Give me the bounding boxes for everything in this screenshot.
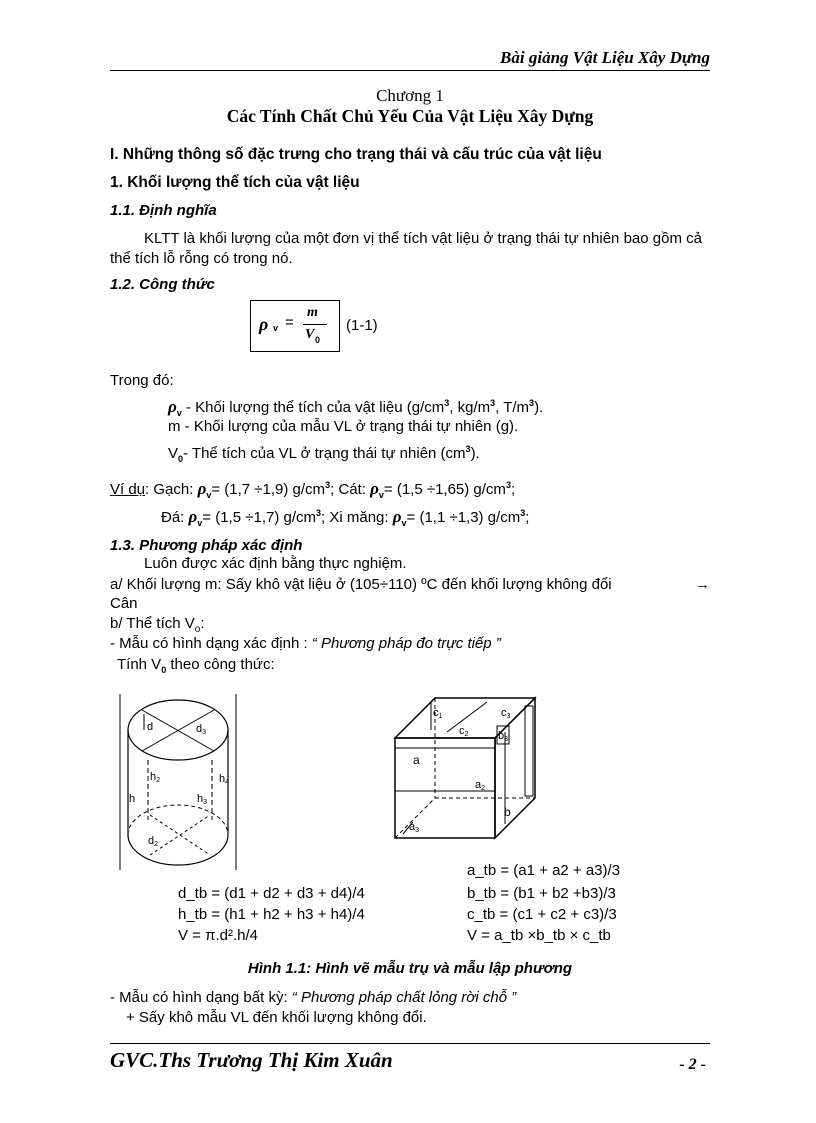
method-b-text: b/ Thể tích V: [110, 615, 195, 632]
chapter-title: Các Tính Chất Chủ Yếu Của Vật Liệu Xây Dựng: [226, 106, 594, 126]
rho-symbol: ρ: [259, 314, 269, 334]
rho-subscript: v: [273, 323, 279, 333]
label-h: h: [129, 793, 136, 805]
label-c2-main: c: [459, 725, 465, 737]
label-c1-main: c: [433, 707, 439, 719]
rho-subscript: v: [176, 408, 182, 418]
label-d2: [148, 835, 158, 848]
label-d: d: [147, 721, 154, 733]
method-m2-italic: “ Phương pháp chất lỏng rời chỗ ”: [291, 989, 517, 1006]
label-c3: [501, 707, 511, 720]
formula-v-cylinder: V = π.d².h/4: [178, 927, 258, 944]
method-b-end: :: [200, 615, 205, 632]
method-m1-text: - Mẫu có hình dạng xác định :: [110, 635, 312, 652]
label-c1-sub: 1: [438, 713, 443, 720]
example-line-2: Đá: $\rho_v= (1,5 \div 1,7)$ $g/cm^3$; Xi măng: $\rho_v= (1,1 \div 1,3)$ $g/cm^3$;: [161, 507, 530, 528]
rho-def-end: ).: [534, 399, 544, 416]
v0-def-text: - Thể tích của VL ở trạng thái tự nhiên (cm: [183, 445, 466, 462]
method-intro: Luôn được xác định bằng thực nghiệm.: [144, 555, 407, 572]
dry-instruction: + Sấy khô mẫu VL đến khối lượng không đổi.: [126, 1009, 427, 1026]
method-m2-text: - Mẫu có hình dạng bất kỳ:: [110, 989, 292, 1006]
example-cement: Xi măng:: [329, 509, 389, 526]
label-h4-main: h: [219, 773, 226, 785]
label-a2: [475, 779, 485, 792]
formula-a-tb: a_tb = (a1 + a2 + a3)/3: [467, 862, 621, 879]
figure-caption: Hình 1.1: Hình vẽ mẫu trụ và mẫu lập phương: [247, 960, 573, 977]
cylinder-bottom-hidden: [128, 805, 228, 835]
rho-def-unit-3: , T/m: [495, 399, 530, 416]
example-stone-value: = (1,5 ÷1,7) g/cm: [202, 509, 316, 526]
definition-m: m - Khối lượng của mẫu VL ở trạng thái tự nhiên (g).: [168, 418, 519, 435]
v0-symbol: V: [168, 445, 179, 462]
label-d3-main: d: [196, 723, 203, 735]
v0-calc-text: Tính V: [117, 656, 162, 673]
example-line-1: Ví dụ: Gạch: $\rho_v= (1,7 \div 1,9)$ $g/cm^3$; Cát: $\rho_v= (1,5 \div 1,65)$ $g/cm^3$;: [110, 479, 516, 500]
method-m1-italic: “ Phương pháp đo trực tiếp ”: [311, 635, 501, 652]
formula-number: (1-1): [346, 317, 378, 334]
method-a-continued: Cân: [110, 595, 138, 612]
cube-diagram: [385, 688, 545, 858]
section-1-heading: 1. Khối lượng thể tích của vật liệu: [110, 174, 360, 191]
equals-sign: =: [285, 314, 294, 331]
fraction-numerator: m: [307, 305, 318, 320]
label-a2-sub: 2: [481, 785, 486, 792]
cube-measure-line-c2: [447, 702, 487, 732]
label-c1: [433, 707, 443, 720]
formula-v-cube: V = a_tb ×b_tb × c_tb: [467, 927, 611, 944]
formula-d-tb: d_tb = (d1 + d2 + d3 + d4)/4: [178, 885, 365, 902]
label-d3-sub: 3: [202, 729, 207, 736]
cube-side-strip: [525, 706, 533, 796]
cube-right-face: [495, 698, 535, 838]
header-rule: [110, 70, 710, 71]
rho-def-text: - Khối lượng thể tích của vật liệu (g/cm: [181, 399, 445, 416]
label-d3: [196, 723, 206, 736]
label-d2-sub: 2: [154, 841, 159, 848]
method-m1-line: [110, 634, 501, 654]
example-sand-value: = (1,5 ÷1,65) g/cm: [383, 481, 506, 498]
example-stone: Đá:: [161, 509, 185, 526]
right-arrow-icon: →: [695, 576, 710, 593]
formula-c-tb: c_tb = (c1 + c2 + c3)/3: [467, 906, 617, 923]
label-a: a: [413, 753, 420, 767]
example-label: Ví dụ: [110, 481, 146, 498]
v0-calc-subscript: 0: [161, 665, 167, 675]
cube-superscript: 3: [465, 444, 471, 454]
label-h3: [197, 793, 207, 806]
method-a-text: a/ Khối lượng m: Sấy khô vật liệu ở (105÷110) ºC đến khối lượng không đổi: [110, 576, 612, 593]
v0-subscript: 0: [178, 454, 184, 464]
formula-box: [250, 300, 340, 352]
method-m2-line: [110, 988, 516, 1008]
subsection-1-3-heading: 1.3. Phương pháp xác định: [110, 537, 303, 554]
formula-b-tb: b_tb = (b1 + b2 +b3)/3: [467, 885, 616, 902]
fraction-bar: [303, 324, 327, 325]
label-h2-main: h: [150, 771, 157, 783]
example-brick-value: = (1,7 ÷1,9) g/cm: [211, 481, 326, 498]
label-b3: [498, 730, 508, 743]
label-a3-sub: 3: [415, 827, 420, 834]
label-b3-sub: 3: [504, 736, 509, 743]
label-h2: [150, 771, 160, 784]
formula-h-tb: h_tb = (h1 + h2 + h3 + h4)/4: [178, 906, 365, 923]
chapter-label: Chương 1: [376, 86, 444, 105]
v0-def-end: ).: [470, 445, 480, 462]
label-h3-sub: 3: [203, 799, 208, 806]
denominator-subscript: 0: [315, 335, 321, 345]
label-h4-sub: 4: [225, 779, 230, 786]
label-c2-sub: 2: [464, 731, 469, 738]
cube-superscript: 3: [529, 398, 535, 408]
label-b3-main: b: [498, 730, 505, 742]
label-c3-main: c: [501, 707, 507, 719]
label-b: b: [504, 805, 511, 819]
subsection-1-2-heading: 1.2. Công thức: [110, 276, 215, 293]
rho-symbol: ρ: [168, 397, 177, 416]
label-a3: [409, 821, 419, 834]
label-c3-sub: 3: [506, 713, 511, 720]
footer-page-number: - 2 -: [679, 1056, 706, 1073]
cylinder-diagram: [100, 680, 270, 880]
v0-calc-line: [117, 655, 275, 680]
footer-rule: [110, 1043, 710, 1044]
example-cement-value: = (1,1 ÷1,3) g/cm: [406, 509, 521, 526]
v0-calc-end: theo công thức:: [166, 656, 275, 673]
definition-v0: [168, 439, 480, 469]
cube-superscript: 3: [444, 398, 450, 408]
fraction-denominator: V: [305, 327, 315, 342]
example-sand: Cát:: [338, 481, 366, 498]
definition-paragraph: KLTT là khối lượng của một đơn vị thể tích vật liệu ở trạng thái tự nhiên bao gồm cả thể tích lỗ rỗng có trong nó.: [110, 230, 702, 267]
cube-superscript: 3: [490, 398, 496, 408]
where-label: Trong đó:: [110, 372, 174, 389]
header-course-title: Bài giảng Vật Liệu Xây Dựng: [500, 48, 710, 67]
label-h2-sub: 2: [156, 777, 161, 784]
label-c2: [459, 725, 469, 738]
label-a3-main: a: [409, 821, 416, 833]
label-d2-main: d: [148, 835, 155, 847]
example-brick: Gạch:: [153, 481, 194, 498]
subsection-1-1-heading: 1.1. Định nghĩa: [110, 202, 217, 219]
label-h3-main: h: [197, 793, 204, 805]
rho-def-unit-2: , kg/m: [449, 399, 491, 416]
section-I-heading: I. Những thông số đặc trưng cho trạng thái và cấu trúc của vật liệu: [110, 146, 602, 163]
footer-author: GVC.Ths Trương Thị Kim Xuân: [110, 1048, 393, 1072]
method-b-subscript: o: [194, 624, 201, 635]
method-a-line: [110, 575, 710, 595]
label-a2-main: a: [475, 779, 482, 791]
